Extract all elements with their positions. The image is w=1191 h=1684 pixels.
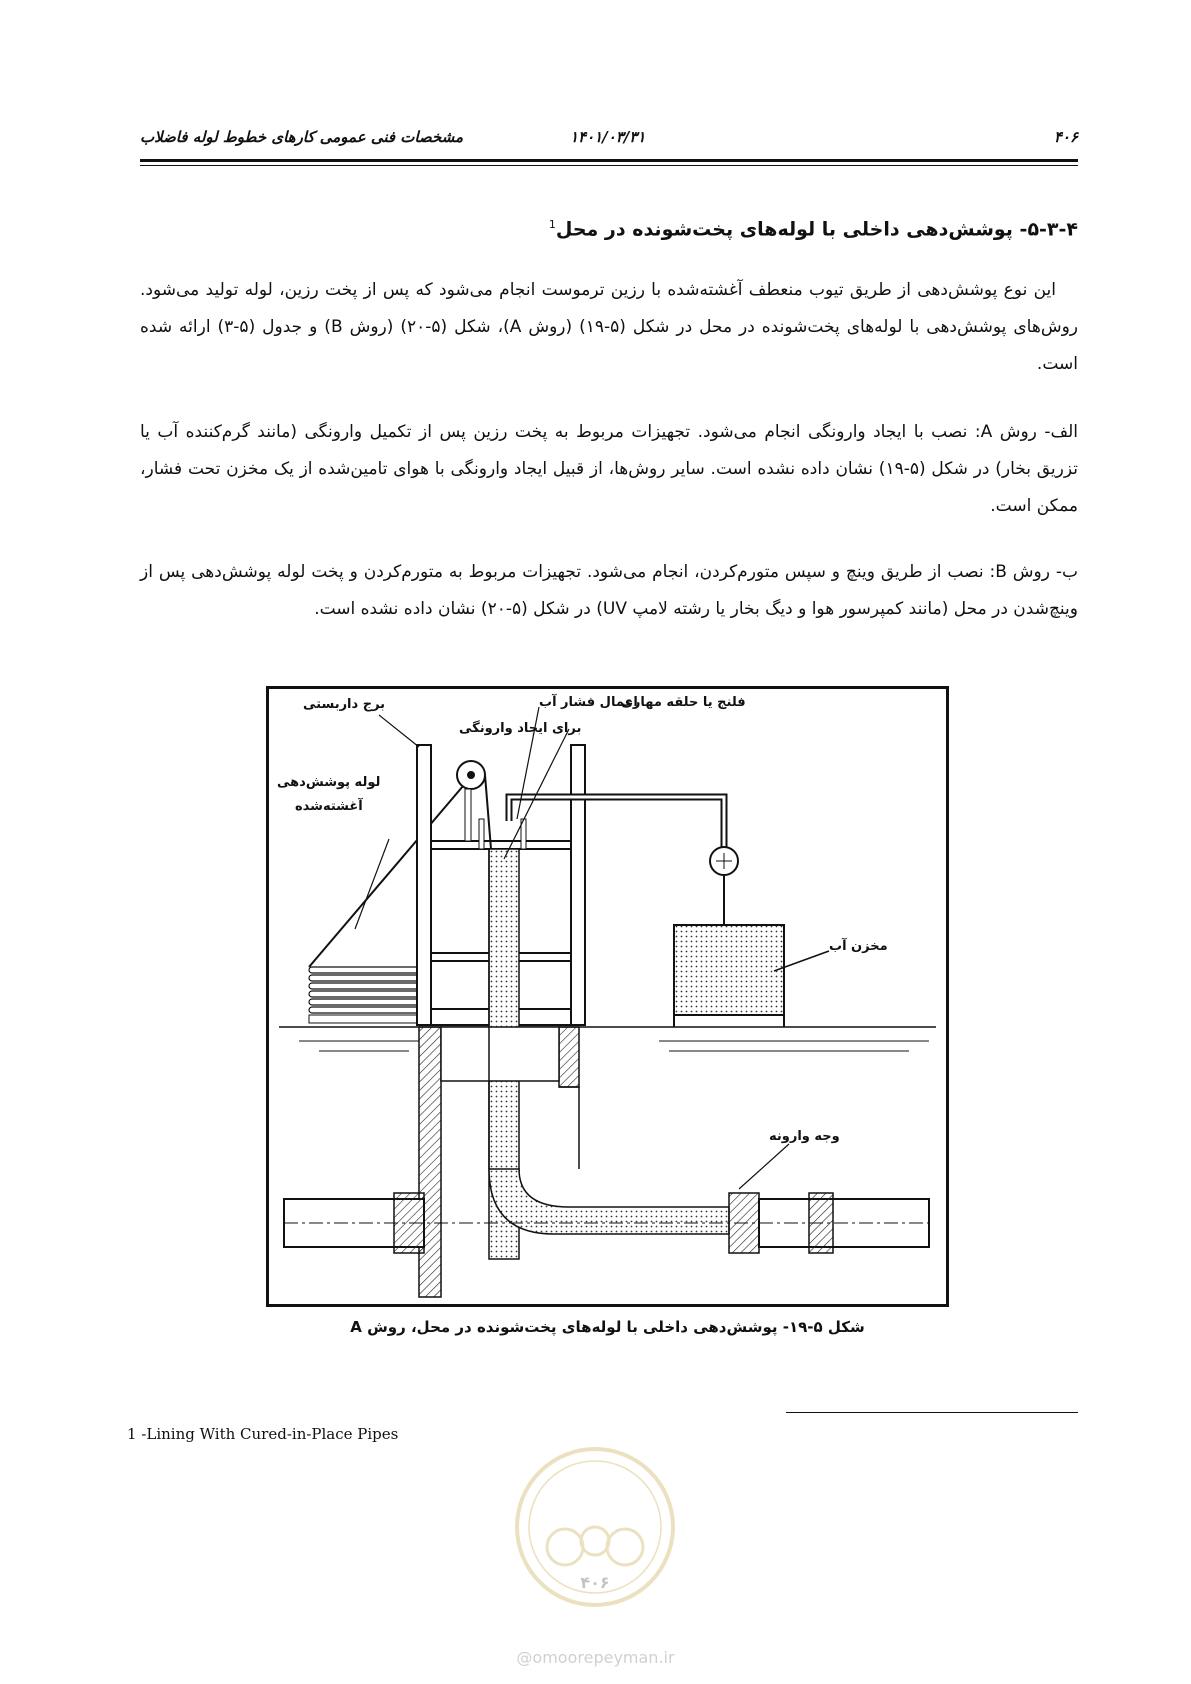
method-b-text: نصب از طریق وینچ و سپس متورم‌کردن، انجام می‌شود. تجهیزات مربوط به متورم‌کردن و پخت لوله پوشش‌دهی پس از وینچ‌شدن در محل (مانند کمپرسور هوا و دیگ بخار یا رشته لامپ UV) در شکل (۵-۲۰) نشان داده نشده است. [140,562,1078,619]
header-rule-thick [140,159,1078,162]
label-flange: فلنج یا حلقه مهاری [621,695,746,710]
watermark-seal [511,1437,679,1627]
footnote-ref[interactable]: 1 [548,218,556,231]
label-for-inversion: برای ایجاد وارونگی [459,721,582,736]
label-liner-line1: لوله پوشش‌دهی [277,775,381,790]
watermark-page-number: ۴۰۶ [580,1573,610,1592]
header-title: مشخصات فنی عمومی کارهای خطوط لوله فاضلاب [140,128,464,146]
watermark-site: @omoorepeyman.ir [516,1648,675,1667]
figure-cipp-method-a [266,686,949,1307]
paragraph-intro: این نوع پوشش‌دهی از طریق تیوب منعطف آغشته‌شده با رزین ترموست انجام می‌شود که پس از پخت رزین، لوله تولید می‌شود. روش‌های پوشش‌دهی با لوله‌های پخت‌شونده در محل در شکل (۵-۱۹) (روش A)، شکل (۵-۲۰) (روش B) و جدول (۵-۳) ارائه شده است. [140,280,1079,374]
footnote-text: 1 -Lining With Cured-in-Place Pipes [127,1425,399,1443]
label-water-pressure: اِعمال فشار آب [539,695,638,710]
header-date: ۱۴۰۱/۰۳/۳۱ [570,128,646,146]
list-item-method-a [140,414,1078,525]
method-b-label: ب- روش B: [989,562,1078,582]
liner-coil [309,967,429,1013]
header-rule-thin [140,165,1078,166]
footnote-rule [786,1412,1078,1413]
section-title-text: ۵-۳-۴- پوشش‌دهی داخلی با لوله‌های پخت‌شونده در محل [555,218,1078,241]
section-title [549,218,1078,240]
label-liner-line2: آغشته‌شده [295,799,363,814]
label-inversion-face: وجه وارونه [769,1129,840,1144]
method-a-text: نصب با ایجاد وارونگی انجام می‌شود. تجهیزات مربوط به پخت رزین پس از تکمیل وارونگی (مانند گرم‌کننده آب یا تزریق بخار) در شکل (۵-۱۹) نشان داده نشده است. سایر روش‌ها، از قبیل ایجاد وارونگی با هوای تامین‌شده از یک مخزن تحت فشار، ممکن است. [140,422,1078,516]
water-tank [674,925,784,1015]
label-water-tank: مخزن آب [829,939,888,954]
page-header [140,128,1078,150]
header-page-number: ۴۰۶ [1053,128,1078,146]
figure-caption: شکل ۵-۱۹- پوشش‌دهی داخلی با لوله‌های پخت‌شونده در محل، روش A [350,1318,865,1336]
method-a-label: الف- روش A: [974,422,1078,442]
list-item-method-b [140,554,1078,628]
label-scaffold-tower: برج داربستی [303,697,386,712]
manhole-wall-left [419,1027,441,1297]
